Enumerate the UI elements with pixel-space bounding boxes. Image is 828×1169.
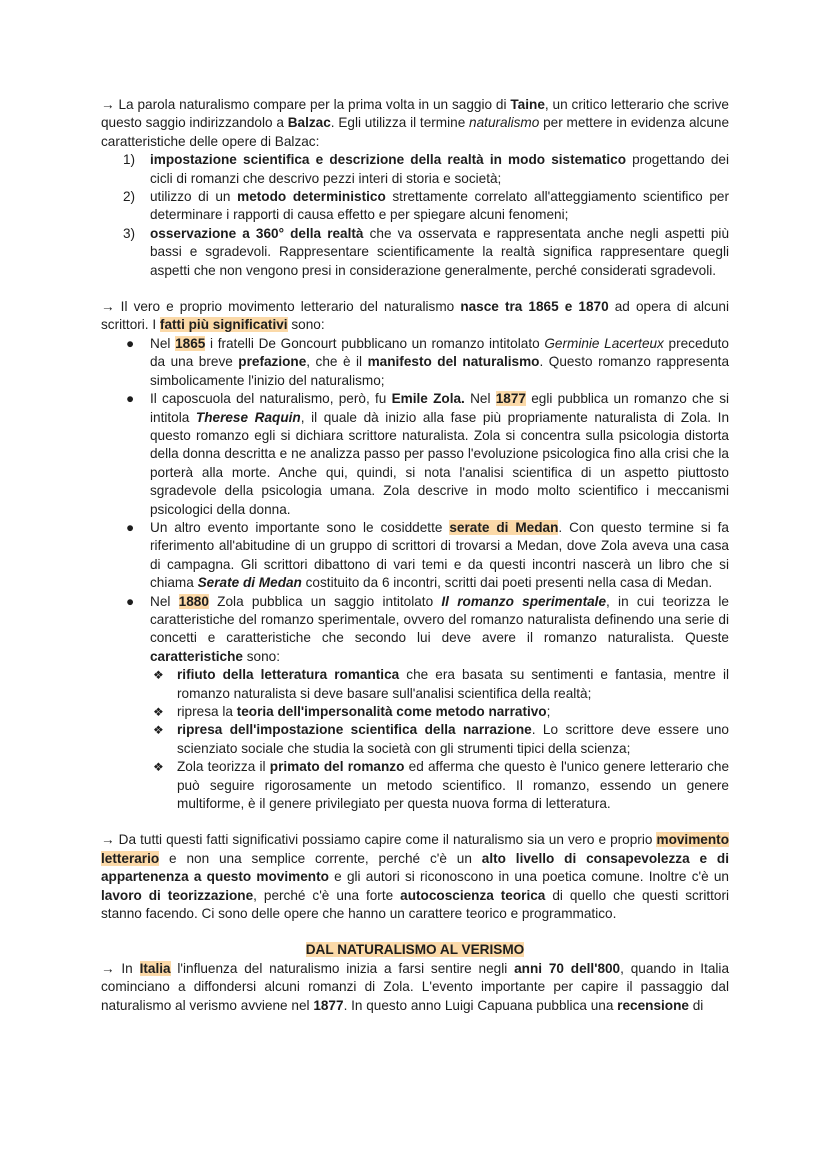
diamond-bullet-icon: ❖ <box>153 668 164 683</box>
bold-text: nasce tra 1865 e 1870 <box>460 299 609 315</box>
italic-title: Germinie Lacerteux <box>544 335 664 351</box>
text: i fratelli De Goncourt pubblicano un romanzo intitolato <box>205 335 545 351</box>
paragraph-gap <box>101 923 729 941</box>
highlighted-text: serate di Medan <box>449 519 559 535</box>
highlighted-text: movimento letterario <box>101 832 729 866</box>
sub-list <box>150 666 729 813</box>
text: → La parola naturalismo compare per la prima volta in un saggio di <box>101 97 511 112</box>
bullet-icon: ● <box>126 593 135 609</box>
list-item <box>101 390 729 519</box>
text: , perché c'è una forte <box>253 887 401 903</box>
text: Nel <box>150 335 176 351</box>
highlighted-text: fatti più significativi <box>159 317 288 333</box>
text: strettamente correlato all'atteggiamento scientifico per determinare i rapporti di causa effetto e per spiegare alcuni fenomeni; <box>150 189 729 223</box>
bullet-icon: ● <box>126 335 135 351</box>
highlighted-text: Italia <box>139 960 171 976</box>
text: . Lo scrittore deve essere uno scienziato sociale che studia la società con gli strumenti tipici della scienza; <box>177 722 729 756</box>
text: . Questo romanzo rappresenta simbolicamente l'inizio del naturalismo; <box>150 354 730 388</box>
bold-italic-title: Il romanzo sperimentale <box>441 593 607 609</box>
text: Zola pubblica un saggio intitolato <box>208 593 442 609</box>
bold-text: primato del romanzo <box>269 759 405 775</box>
text: → In <box>101 960 140 976</box>
text: egli pubblica un romanzo che si intitola <box>150 391 730 425</box>
bullet-icon: ● <box>126 519 135 535</box>
italic-naturalismo: naturalismo <box>469 115 540 131</box>
highlighted-year: 1880 <box>178 593 209 609</box>
heading-text: DAL NATURALISMO AL VERISMO <box>305 942 525 958</box>
text: sono: <box>242 648 280 664</box>
list-number: 1) <box>123 152 136 168</box>
diamond-bullet-icon: ❖ <box>153 760 164 775</box>
text: , quando in Italia cominciano a diffondersi alcuni romanzi di Zola. L'evento importante per capire il passaggio dal naturalismo al verismo avviene nel <box>101 960 730 1013</box>
bullet-icon: ● <box>126 391 135 407</box>
text: sono: <box>287 317 325 333</box>
bold-text: prefazione <box>238 354 307 370</box>
text: utilizzo di un <box>150 189 238 205</box>
bold-italic-title: Therese Raquin <box>195 409 301 425</box>
bold-taine: Taine <box>510 97 545 112</box>
bold-text: recensione <box>617 997 689 1013</box>
text: preceduto da una breve <box>150 335 729 370</box>
paragraph-movimento <box>101 298 729 335</box>
text: e gli autori si riconoscono in una poetica comune. Inoltre c'è un <box>328 869 729 885</box>
text: di <box>688 997 704 1013</box>
sub-list-item <box>150 758 729 813</box>
bold-text: metodo deterministico <box>237 189 386 205</box>
bold-text: manifesto del naturalismo <box>367 354 540 370</box>
paragraph-gap <box>101 280 729 298</box>
diamond-bullet-icon: ❖ <box>153 705 164 719</box>
list-item <box>101 225 729 280</box>
text: progettando dei cicli di romanzi che descrivo pezzi interi di storia e società; <box>150 152 729 186</box>
paragraph-consapevolezza <box>101 831 729 923</box>
text: che era basata su sentimenti e fantasia, mentre il romanzo naturalista si deve basare sull'analisi scientifica della realtà; <box>177 667 729 701</box>
sub-list-item <box>150 666 729 703</box>
bold-text: alto livello di consapevolezza e di appartenenza a questo movimento <box>101 850 729 885</box>
bold-text: caratteristiche <box>150 648 243 664</box>
bold-text: osservazione a 360° della realtà <box>150 225 364 241</box>
text: l'influenza del naturalismo inizia a farsi sentire negli <box>170 960 515 976</box>
bold-text: lavoro di teorizzazione <box>101 887 254 903</box>
text: . Con questo termine si fa riferimento all'abitudine di un gruppo di scrittori di trovarsi a Medan, dove Zola aveva una casa di campagna. Gli scrittori dibattono di vari temi e da questi incontri nascerà un libro che si chiama <box>150 519 729 591</box>
text: Il caposcuola del naturalismo, però, fu <box>150 391 392 407</box>
paragraph-gap <box>101 813 729 831</box>
bold-text: rifiuto della letteratura romantica <box>177 667 400 683</box>
text: Un altro evento importante sono le cosiddette <box>150 519 450 535</box>
bold-text: ripresa dell'impostazione scientifica della narrazione <box>177 722 532 738</box>
list-item <box>101 593 729 814</box>
text: Nel <box>150 593 179 609</box>
bold-text: impostazione scientifica e descrizione della realtà in modo sistematico <box>150 152 626 168</box>
bold-text: teoria dell'impersonalità come metodo narrativo <box>236 704 547 719</box>
bold-balzac: Balzac <box>287 115 331 131</box>
text: , in cui teorizza le caratteristiche del romanzo sperimentale, ovvero del romanzo naturalista definendo una serie di concetti e caratteristiche che secondo lui deve avere il romanzo naturalista. Queste <box>150 593 729 646</box>
text: Zola teorizza il <box>177 759 270 775</box>
bullet-list <box>101 335 729 814</box>
text: . In questo anno Luigi Capuana pubblica una <box>343 997 618 1013</box>
diamond-bullet-icon: ❖ <box>153 723 164 738</box>
bold-italic-title: Serate di Medan <box>197 575 302 591</box>
numbered-list <box>101 151 729 280</box>
text: ad opera di alcuni scrittori. I <box>101 299 729 333</box>
sub-list-item <box>150 703 729 721</box>
list-number: 2) <box>123 189 136 205</box>
bold-text: anni 70 dell'800 <box>514 960 621 976</box>
text: che va osservata e rappresentata anche negli aspetti più bassi e sgradevoli. Rappresentare scientificamente la realtà significa rappresentare quegli aspetti che non vengono presi in considerazione generalmente, perché considerati sgradevoli. <box>150 225 730 278</box>
paragraph-italia <box>101 960 729 1015</box>
bold-text: Emile Zola. <box>391 391 465 407</box>
list-item <box>101 151 729 188</box>
bold-text: autocoscienza teorica <box>400 887 546 903</box>
text: e non una semplice corrente, perché c'è un <box>159 850 482 866</box>
text: → Da tutti questi fatti significativi possiamo capire come il naturalismo sia un vero e proprio <box>101 832 657 848</box>
highlighted-year: 1865 <box>175 335 206 351</box>
text: per mettere in evidenza alcune caratteristiche delle opere di Balzac: <box>101 115 730 149</box>
text: ripresa la <box>177 704 237 719</box>
text: . Egli utilizza il termine <box>330 115 470 131</box>
sub-list-item <box>150 721 729 758</box>
text: , un critico letterario che scrive questo saggio indirizzandolo a <box>101 97 729 131</box>
text: ; <box>546 704 551 719</box>
text: ed afferma che questo è l'unico genere letterario che può seguire rigorosamente un metodo scientifico. Il romanzo, essendo un genere multiforme, è il genere privilegiato per questa nuova forma di letteratura. <box>177 759 730 812</box>
text: , il quale dà inizio alla fase più propriamente naturalista di Zola. In questo romanzo egli si dichiara scrittore naturalista. Zola si concentra sulla psicologia distorta della donna descritta e ne analizza passo per passo l'evoluzione psicologica fino alla crisi che la porterà alla morte. Anche qui, quindi, si nota l'analisi scientifica di un aspetto piuttosto sgradevole della psicologia umana. Zola descrive in modo molto scientifico i meccanismi psicologici della donna. <box>150 409 730 517</box>
list-item <box>101 519 729 593</box>
text: Nel <box>464 391 496 407</box>
list-number: 3) <box>123 225 136 241</box>
list-item <box>101 335 729 390</box>
paragraph-taine <box>101 96 729 151</box>
list-item <box>101 188 729 225</box>
text: costituito da 6 incontri, scritti dai poeti presenti nella casa di Medan. <box>301 575 713 591</box>
text: → Il vero e proprio movimento letterario del naturalismo <box>101 299 461 315</box>
highlighted-year: 1877 <box>495 391 526 407</box>
text: , che è il <box>306 354 368 370</box>
text: di quello che questi scrittori stanno facendo. Ci sono delle opere che hanno un carattere teorico e programmatico. <box>101 887 730 922</box>
section-heading <box>101 941 729 959</box>
bold-text: 1877 <box>313 997 344 1013</box>
